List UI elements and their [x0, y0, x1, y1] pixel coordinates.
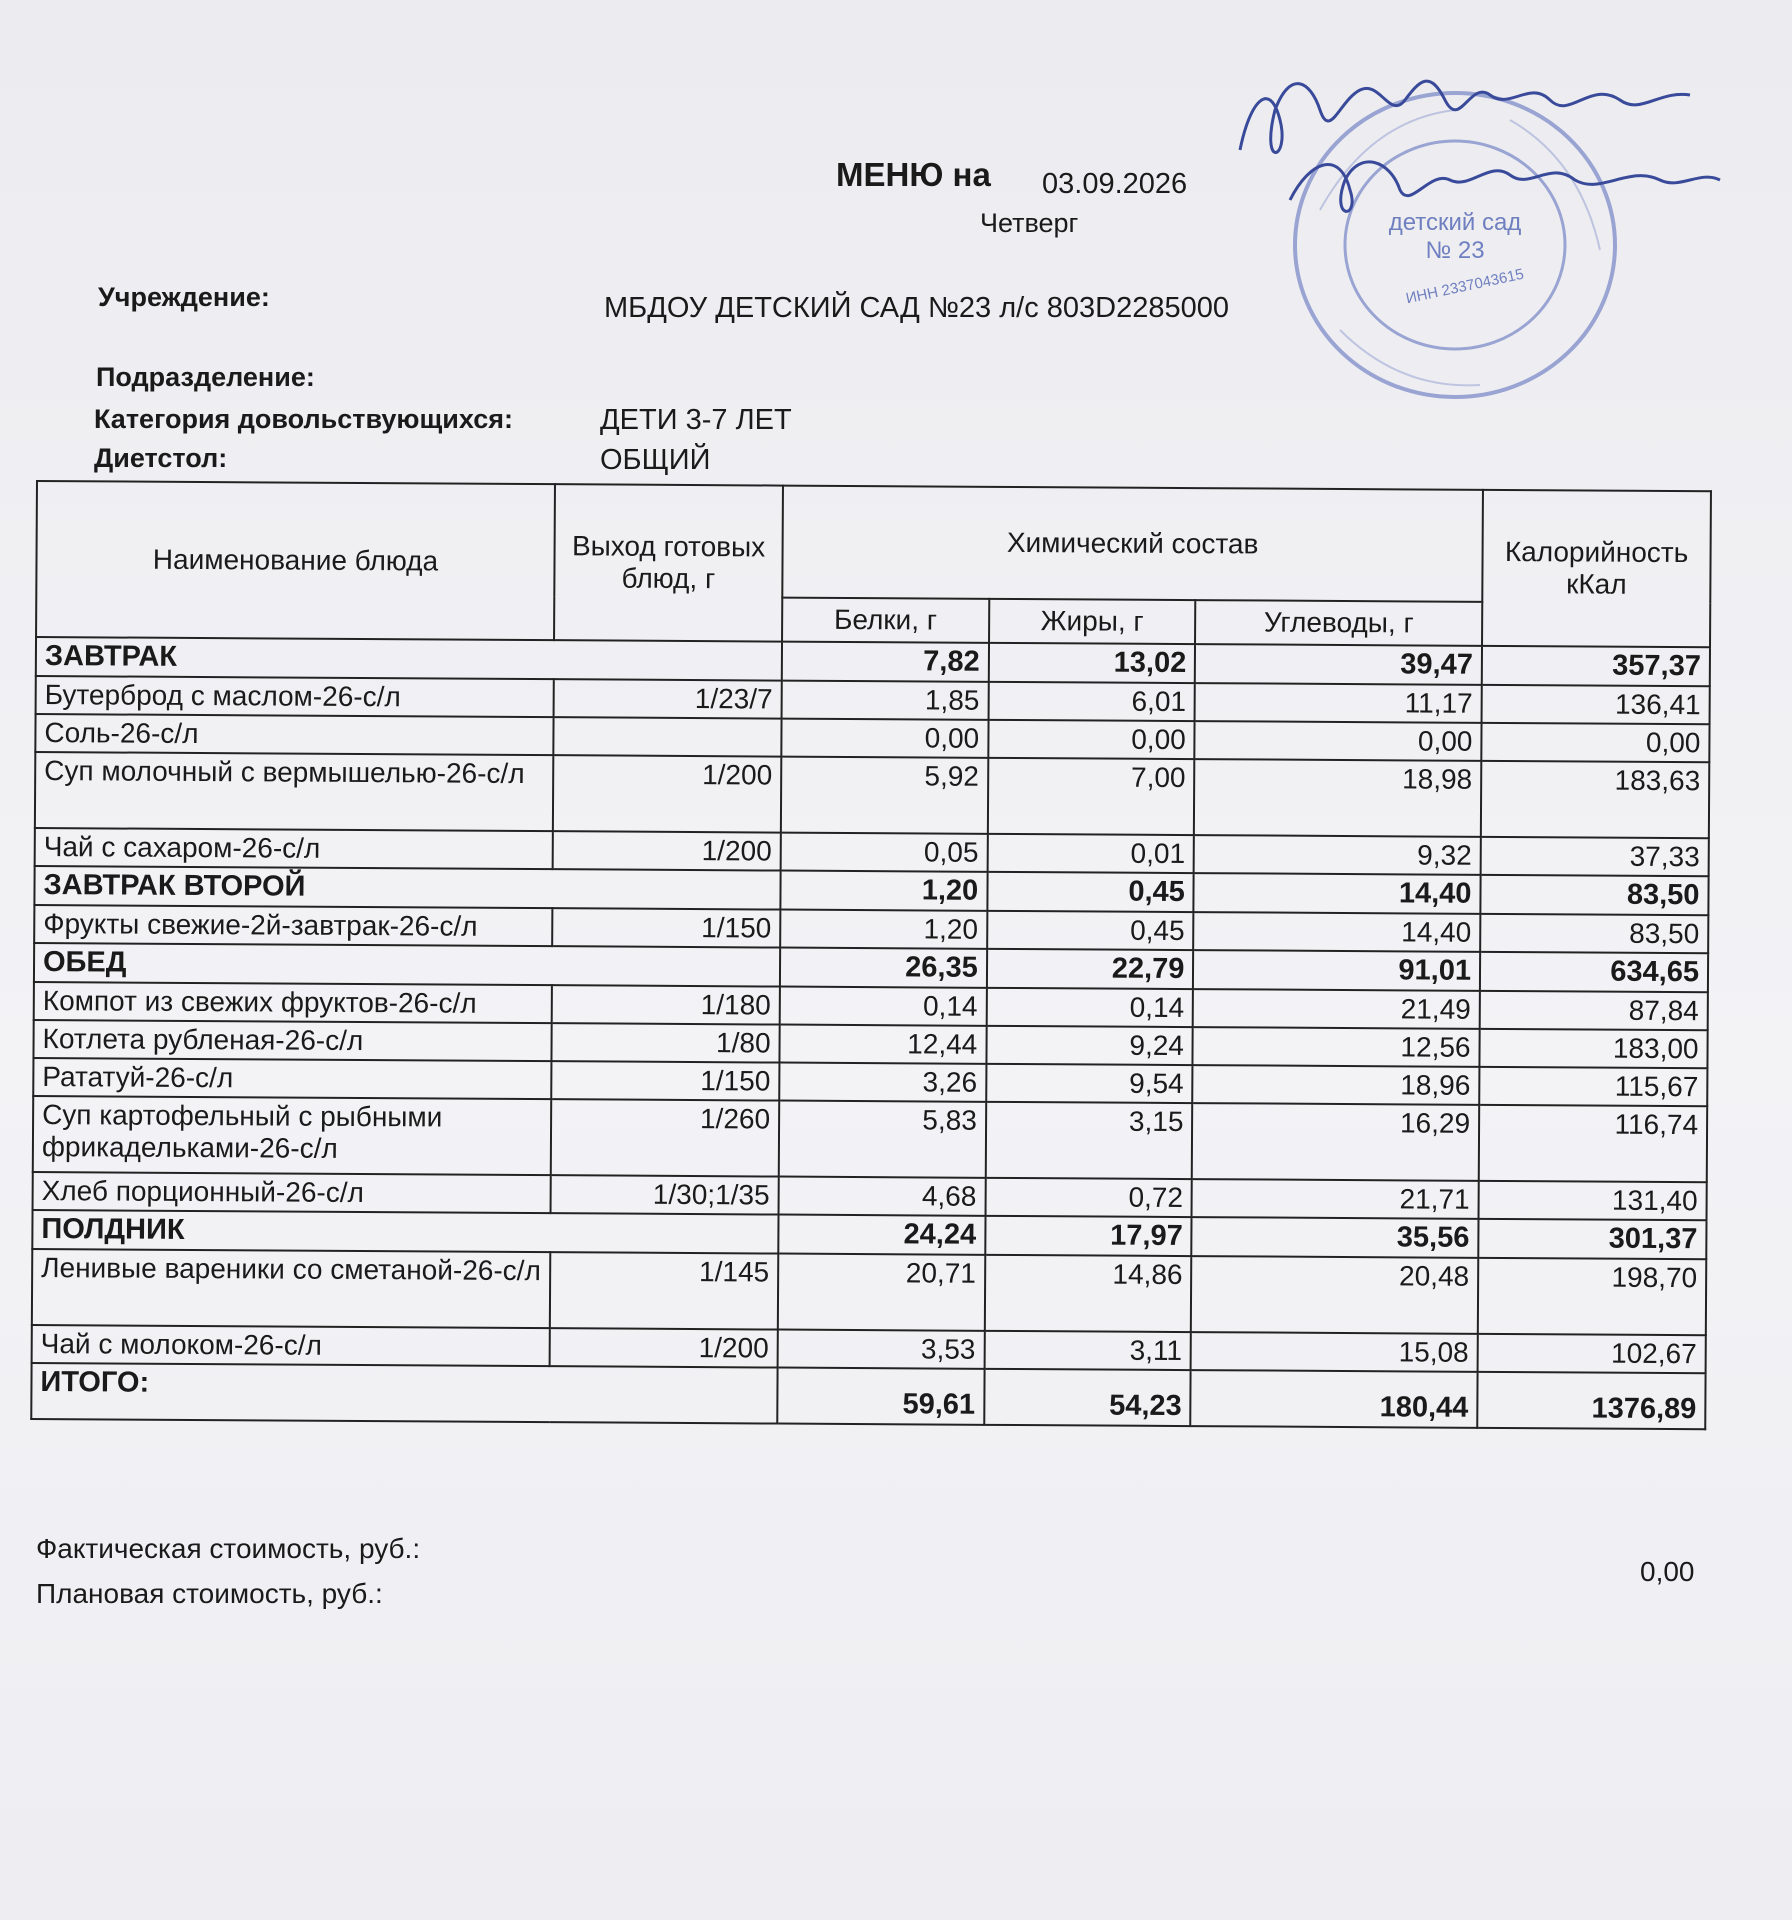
dish-carbs: 21,49	[1193, 989, 1480, 1029]
dish-name: Чай с молоком-26-с/л	[32, 1325, 550, 1366]
dish-yield: 1/80	[551, 1023, 779, 1062]
dish-yield: 1/180	[552, 985, 780, 1024]
dish-fat: 14,86	[985, 1255, 1192, 1332]
dish-yield: 1/23/7	[554, 679, 782, 718]
dish-kcal: 183,63	[1481, 761, 1709, 838]
dish-kcal: 37,33	[1481, 837, 1709, 876]
dish-protein: 1,20	[780, 910, 987, 949]
section-title: ПОЛДНИК	[32, 1210, 778, 1254]
institution-value: МБДОУ ДЕТСКИЙ САД №23 л/с 803D2285000	[604, 292, 1230, 324]
total-fat: 54,23	[984, 1369, 1191, 1426]
dish-kcal: 87,84	[1480, 991, 1708, 1030]
dish-name: Рататуй-26-с/л	[33, 1058, 551, 1099]
dish-kcal: 0,00	[1481, 723, 1709, 762]
dish-yield: 1/30;1/35	[551, 1175, 779, 1214]
section-fat: 22,79	[987, 949, 1194, 989]
dish-fat: 3,11	[984, 1331, 1191, 1370]
dish-carbs: 20,48	[1191, 1256, 1478, 1334]
institution-label: Учреждение:	[98, 282, 270, 312]
dish-kcal: 183,00	[1479, 1029, 1707, 1068]
dish-fat: 0,00	[988, 720, 1195, 759]
dish-name: Суп молочный с вермышелью-26-с/л	[35, 752, 553, 831]
dish-name: Фрукты свежие-2й-завтрак-26-с/л	[34, 905, 552, 946]
dish-name: Компот из свежих фруктов-26-с/л	[34, 982, 552, 1023]
section-carbs: 39,47	[1195, 644, 1482, 685]
diet-value: ОБЩИЙ	[600, 444, 711, 476]
subdivision-label: Подразделение:	[96, 362, 315, 392]
section-fat: 0,45	[987, 872, 1194, 912]
dish-yield: 1/145	[550, 1252, 778, 1329]
dish-name: Хлеб порционный-26-с/л	[33, 1172, 551, 1213]
dish-carbs: 12,56	[1193, 1027, 1480, 1067]
dish-carbs: 16,29	[1192, 1103, 1479, 1181]
col-header-protein: Белки, г	[782, 598, 989, 643]
section-title: ОБЕД	[34, 943, 780, 987]
dish-protein: 4,68	[779, 1177, 986, 1216]
dish-protein: 5,83	[779, 1101, 986, 1178]
dish-name: Соль-26-с/л	[35, 714, 553, 755]
dish-kcal: 115,67	[1479, 1067, 1707, 1106]
dish-protein: 0,05	[781, 833, 988, 872]
category-value: ДЕТИ 3-7 ЛЕТ	[600, 404, 792, 436]
dish-fat: 9,54	[986, 1064, 1193, 1103]
dish-yield: 1/150	[552, 908, 780, 947]
dish-name: Котлета рубленая-26-с/л	[33, 1020, 551, 1061]
menu-date: 03.09.2026	[1042, 168, 1188, 200]
col-header-yield: Выход готовых блюд, г	[554, 484, 783, 641]
section-title: ЗАВТРАК	[36, 637, 782, 681]
dish-carbs: 18,96	[1193, 1065, 1480, 1105]
signature-icon	[1230, 40, 1730, 260]
dish-carbs: 15,08	[1191, 1332, 1478, 1372]
col-header-carbs: Углеводы, г	[1195, 600, 1482, 646]
col-header-kcal: Калорийность кКал	[1482, 490, 1711, 647]
dish-kcal: 131,40	[1479, 1181, 1707, 1220]
section-carbs: 35,56	[1192, 1217, 1479, 1258]
dish-name: Бутерброд с маслом-26-с/л	[36, 676, 554, 717]
dish-protein: 0,14	[780, 987, 987, 1026]
page-title: МЕНЮ на	[836, 156, 991, 193]
total-kcal: 1376,89	[1477, 1372, 1705, 1429]
col-header-chem: Химический состав	[782, 486, 1483, 602]
section-fat: 17,97	[985, 1216, 1192, 1256]
dish-protein: 20,71	[778, 1254, 985, 1331]
dish-fat: 6,01	[988, 682, 1195, 721]
stamp-line1: детский сад	[1388, 209, 1522, 236]
dish-carbs: 9,32	[1194, 835, 1481, 875]
dish-protein: 5,92	[781, 757, 988, 834]
dish-yield	[553, 717, 781, 756]
dish-protein: 12,44	[779, 1025, 986, 1064]
dish-carbs: 0,00	[1195, 721, 1482, 761]
dish-yield: 1/150	[551, 1061, 779, 1100]
diet-label: Диетстол:	[94, 443, 228, 473]
dish-fat: 9,24	[986, 1026, 1193, 1065]
dish-yield: 1/200	[553, 755, 781, 832]
cost-value: 0,00	[1640, 1556, 1695, 1587]
dish-fat: 0,01	[987, 834, 1194, 873]
menu-weekday: Четверг	[980, 208, 1079, 238]
dish-carbs: 11,17	[1195, 683, 1482, 723]
menu-table	[30, 480, 1712, 1430]
section-carbs: 91,01	[1193, 950, 1480, 991]
section-kcal: 357,37	[1482, 646, 1710, 686]
dish-kcal: 102,67	[1478, 1334, 1706, 1373]
section-kcal: 301,37	[1478, 1219, 1706, 1259]
dish-kcal: 83,50	[1480, 914, 1708, 953]
section-kcal: 83,50	[1480, 875, 1708, 915]
actual-cost-label: Фактическая стоимость, руб.:	[36, 1533, 421, 1564]
dish-protein: 3,26	[779, 1063, 986, 1102]
dish-fat: 0,45	[987, 911, 1194, 950]
col-header-name: Наименование блюда	[36, 481, 555, 640]
section-title: ЗАВТРАК ВТОРОЙ	[34, 866, 780, 910]
dish-row	[33, 1096, 1707, 1182]
section-protein: 7,82	[782, 642, 989, 682]
dish-name: Ленивые вареники со сметаной-26-с/л	[32, 1249, 550, 1328]
dish-row	[32, 1249, 1706, 1335]
dish-carbs: 18,98	[1194, 759, 1481, 837]
planned-cost-label: Плановая стоимость, руб.:	[36, 1578, 383, 1609]
dish-yield: 1/260	[551, 1099, 779, 1176]
total-title: ИТОГО:	[31, 1363, 777, 1424]
section-kcal: 634,65	[1480, 952, 1708, 992]
total-row	[31, 1363, 1705, 1429]
category-label: Категория довольствующихся:	[94, 404, 513, 434]
dish-fat: 7,00	[988, 758, 1195, 835]
dish-protein: 0,00	[781, 719, 988, 758]
dish-kcal: 116,74	[1479, 1105, 1707, 1182]
dish-fat: 0,72	[985, 1178, 1192, 1217]
dish-carbs: 21,71	[1192, 1179, 1479, 1219]
col-header-fat: Жиры, г	[989, 599, 1196, 644]
dish-row	[35, 752, 1709, 838]
dish-fat: 3,15	[985, 1102, 1192, 1179]
section-fat: 13,02	[989, 643, 1196, 683]
table-header-row	[36, 481, 1711, 603]
section-carbs: 14,40	[1194, 873, 1481, 914]
section-protein: 1,20	[780, 871, 987, 911]
dish-yield: 1/200	[550, 1328, 778, 1367]
dish-protein: 1,85	[782, 681, 989, 720]
total-carbs: 180,44	[1191, 1370, 1478, 1428]
dish-fat: 0,14	[986, 988, 1193, 1027]
stamp-line2: № 23	[1425, 237, 1485, 264]
total-protein: 59,61	[777, 1368, 984, 1425]
dish-kcal: 198,70	[1478, 1258, 1706, 1335]
dish-carbs: 14,40	[1194, 912, 1481, 952]
dish-kcal: 136,41	[1482, 685, 1710, 724]
section-protein: 26,35	[780, 948, 987, 988]
stamp-inn: ИНН 2337043615	[1404, 265, 1526, 308]
dish-yield: 1/200	[553, 831, 781, 870]
dish-name: Суп картофельный с рыбными фрикадельками-26-с/л	[33, 1096, 551, 1175]
dish-protein: 3,53	[778, 1330, 985, 1369]
dish-name: Чай с сахаром-26-с/л	[35, 828, 553, 869]
section-protein: 24,24	[778, 1215, 985, 1255]
